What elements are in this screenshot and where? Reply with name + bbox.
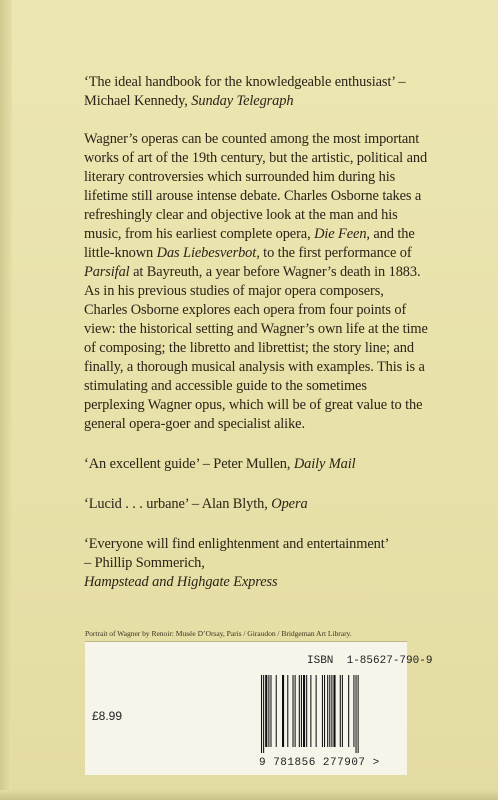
cover-bottom-edge [0,790,498,800]
description-paragraph: Wagner’s operas can be counted among the most important works of art of the 19th century, but the artistic, political and literary controversies which surrounded him during his lifetime still arouse intense debate. Charles Osborne takes a refreshingly clear and objective look at the man and his music, from his earliest complete opera, Die Feen, and the little-known Das Liebesverbot, to the first performance of Parsifal at Bayreuth, a year before Wagner’s death in 1883. As in his previous studies of major opera composers, Charles Osborne explores each opera from four points of view: the historical setting and Wagner’s own life at the time of composing; the libretto and librettist; the story line; and finally, a thorough musical analysis with examples. This is a stimulating and accessible guide to the sometimes perplexing Wagner opus, which will be of great value to the general opera-goer and specialist alike. [84,131,428,432]
review-quote-opera: ‘Lucid . . . urbane’ – Alan Blyth, Opera [84,496,308,512]
review-quote-hampstead: ‘Everyone will find enlightenment and entertainment’ – Phillip Sommerich, Hampstead and Highgate Express [84,536,390,590]
review-quote-daily-mail: ‘An excellent guide’ – Peter Mullen, Daily Mail [84,456,356,472]
cover-spine-edge [0,0,12,800]
blurb-text-block [84,73,429,592]
barcode-digits: 9 781856 277907 > [259,757,380,769]
barcode-icon [259,675,414,753]
top-review-quote: ‘The ideal handbook for the knowledgeable enthusiast’ – Michael Kennedy, Sunday Telegraph [84,74,406,109]
review-source: Sunday Telegraph [191,93,294,109]
review-source: Opera [271,496,308,512]
opera-title-das-liebesverbot: Das Liebesverbot [156,245,257,261]
portrait-credit-caption: Portrait of Wagner by Renoir: Musée D’Orsay, Paris / Giraudon / Bridgeman Art Library. [85,629,352,638]
opera-title-parsifal: Parsifal [84,264,130,280]
price-label: £8.99 [92,709,123,723]
review-source: Hampstead and Highgate Express [84,574,278,590]
review-source: Daily Mail [293,456,356,472]
opera-title-die-feen: Die Feen [314,226,367,242]
isbn-number: ISBN 1-85627-790-9 [307,655,433,667]
